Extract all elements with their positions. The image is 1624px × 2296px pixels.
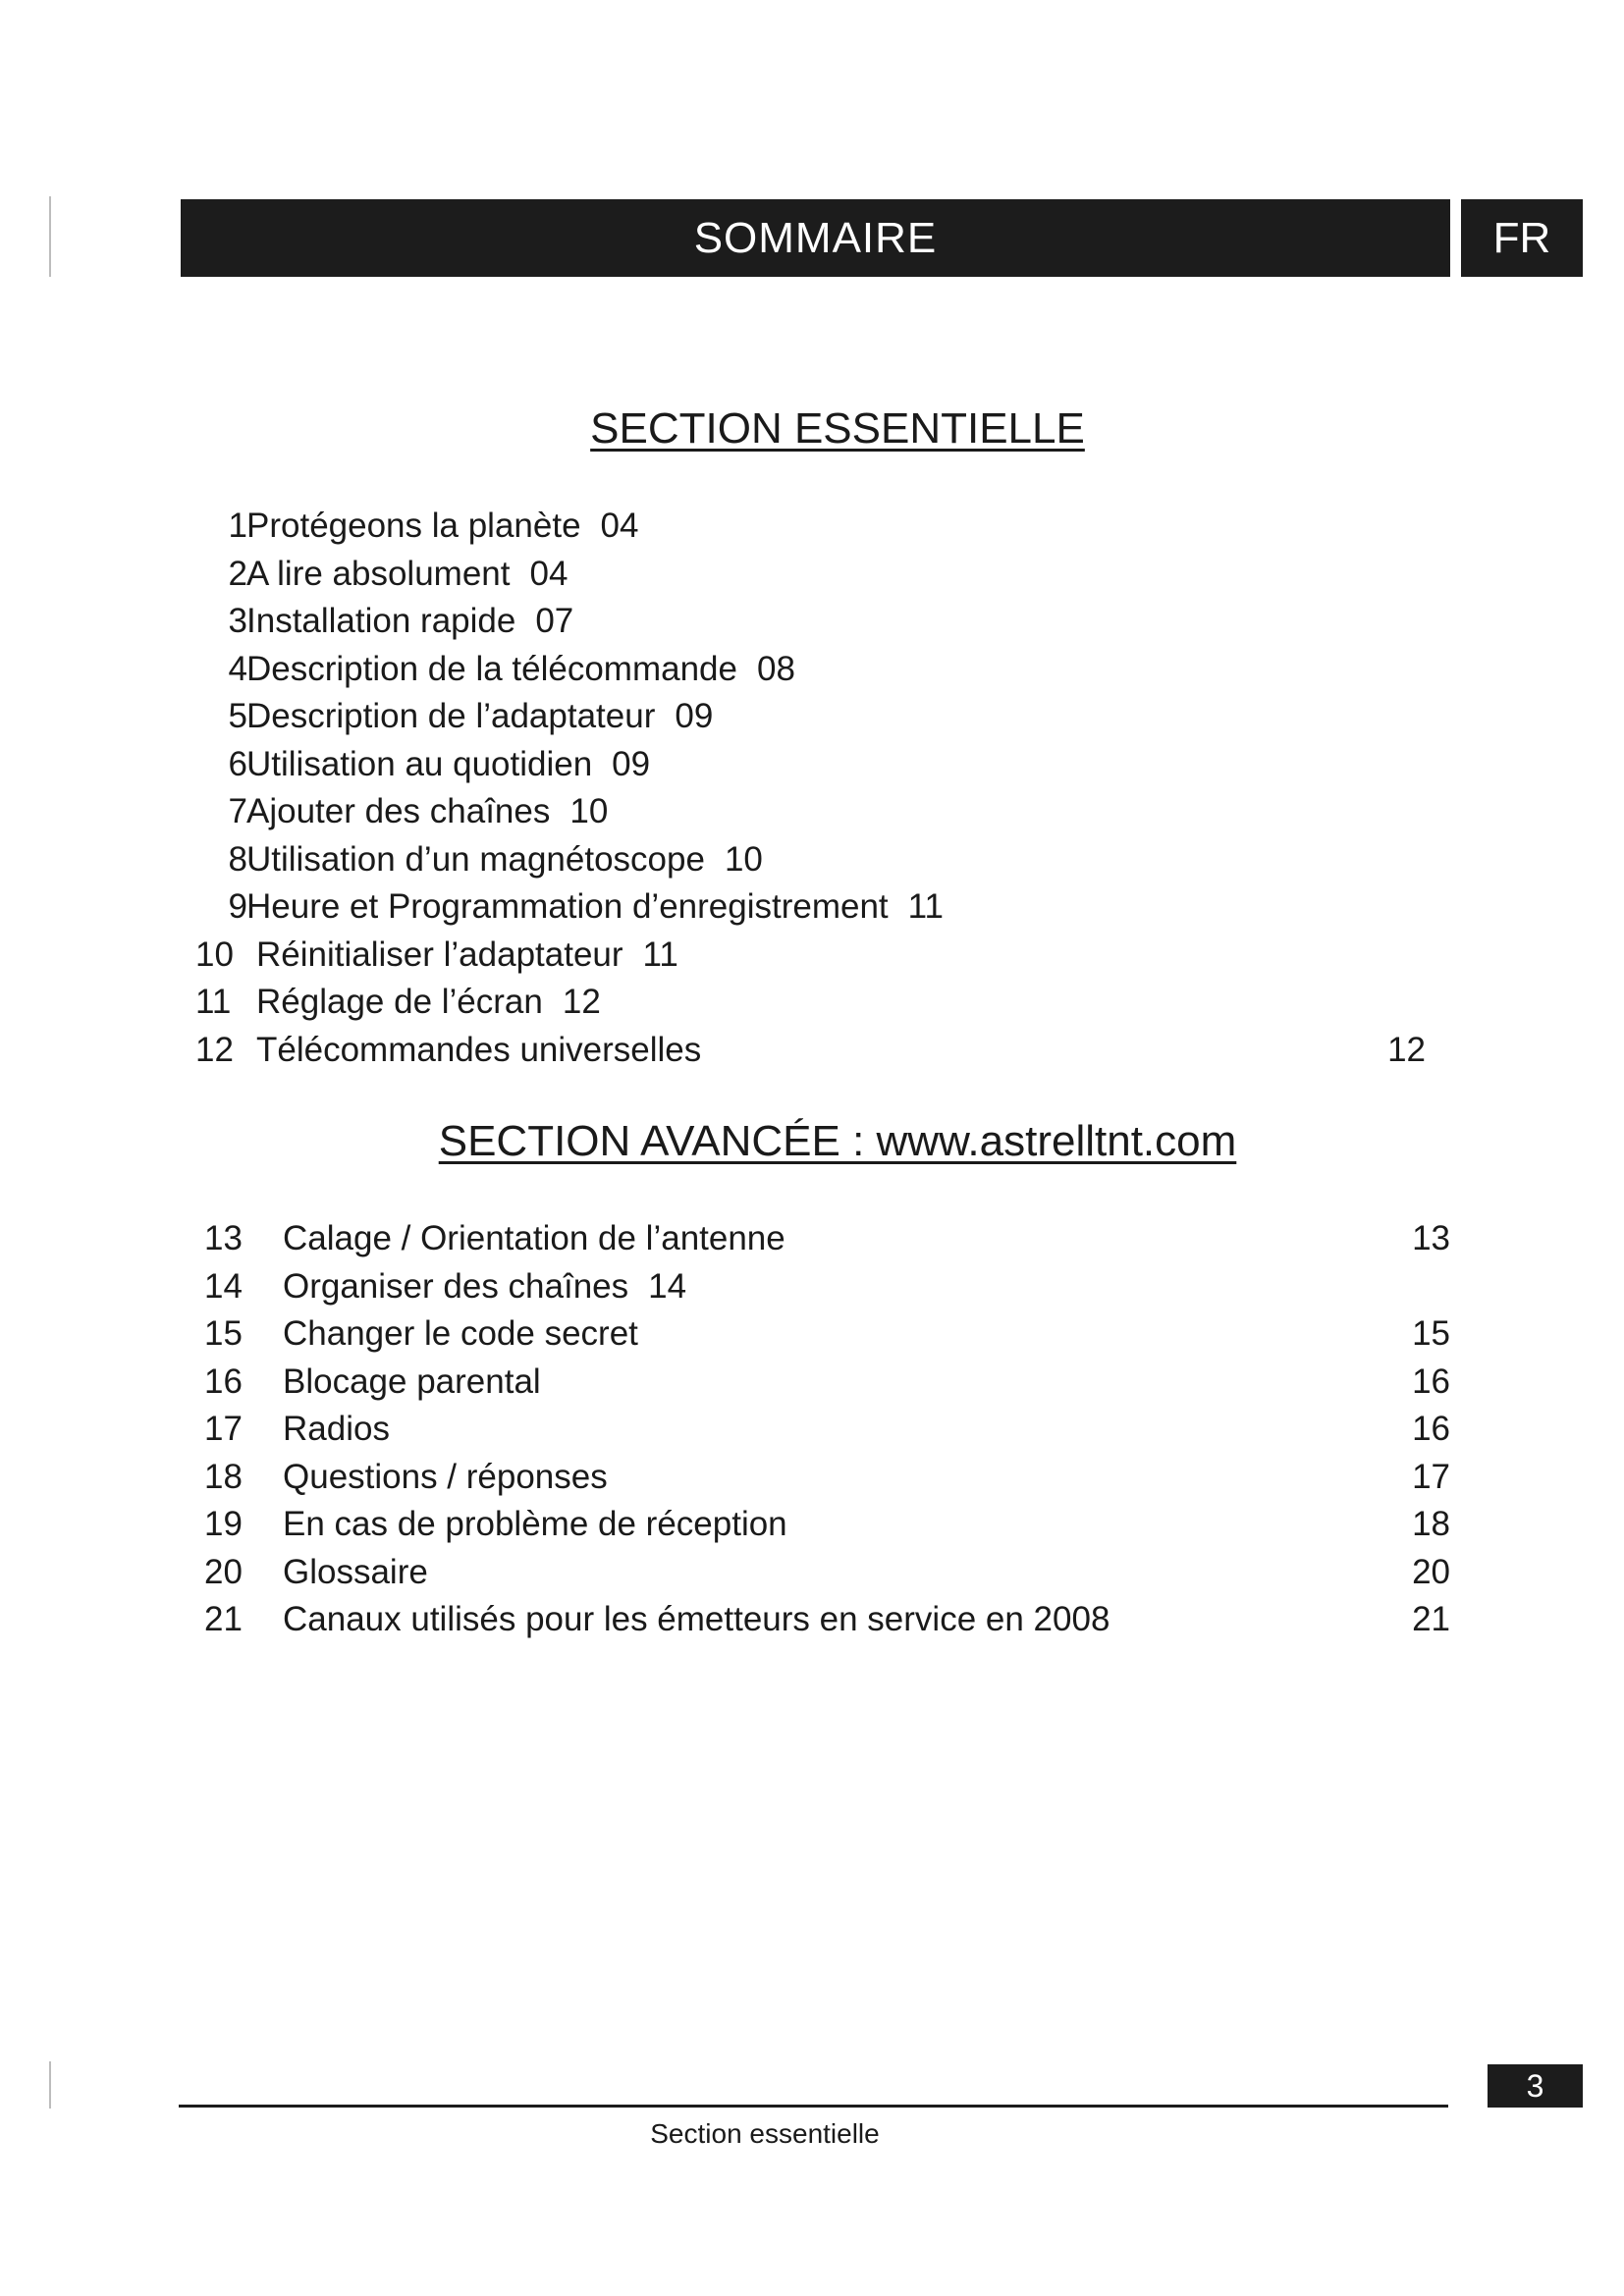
- toc-entry: [0, 503, 1624, 551]
- toc-entry-title: Calage / Orientation de l’antenne: [283, 1219, 785, 1257]
- advanced-toc-list: [0, 1215, 1624, 1644]
- toc-entry-number: 5: [228, 697, 247, 735]
- essential-section-heading: SECTION ESSENTIELLE: [590, 404, 1085, 453]
- toc-entry: [0, 551, 1624, 599]
- footer-rule: [179, 2105, 1448, 2108]
- toc-entry-page: 17: [1412, 1457, 1450, 1496]
- toc-entry-page: 12: [1387, 1030, 1426, 1069]
- toc-entry: [0, 1596, 1624, 1644]
- toc-entry-page: 10: [569, 792, 609, 830]
- toc-entry-number: 7: [228, 792, 247, 830]
- toc-entry-number: 2: [228, 554, 247, 593]
- toc-entry-title: Canaux utilisés pour les émetteurs en service en 2008: [283, 1600, 1110, 1638]
- toc-entry-page: 07: [535, 602, 574, 640]
- toc-entry-title: Description de la télécommande: [246, 649, 737, 688]
- toc-entry-number: 3: [228, 602, 247, 640]
- crop-mark-bottom: [49, 2061, 51, 2109]
- toc-entry: [0, 741, 1624, 789]
- toc-entry-page: 13: [1412, 1219, 1450, 1257]
- toc-entry-page: 18: [1412, 1505, 1450, 1543]
- toc-entry-number: 8: [228, 839, 247, 879]
- toc-entry-number: 15: [204, 1314, 243, 1353]
- page-title-bar: [181, 199, 1450, 277]
- toc-entry-title: Heure et Programmation d’enregistrement: [246, 887, 889, 926]
- toc-entry: [0, 646, 1624, 694]
- toc-entry-page: 14: [648, 1266, 687, 1306]
- toc-entry: [0, 883, 1624, 932]
- toc-entry-title: Utilisation au quotidien: [246, 744, 593, 783]
- toc-entry-title: Glossaire: [283, 1552, 428, 1591]
- toc-entry-title: Blocage parental: [283, 1362, 541, 1401]
- toc-entry: [0, 1454, 1624, 1502]
- essential-toc-list: [0, 503, 1624, 1074]
- toc-entry-page: 16: [1412, 1362, 1450, 1401]
- toc-entry-page: 08: [756, 649, 795, 688]
- toc-entry-page: 09: [675, 697, 714, 735]
- toc-entry-page: 09: [612, 744, 651, 783]
- toc-entry-title: Ajouter des chaînes: [246, 792, 551, 830]
- toc-entry: [0, 1359, 1624, 1407]
- toc-entry-title: A lire absolument: [246, 554, 511, 593]
- toc-entry-number: 6: [228, 744, 247, 783]
- page-number-badge: [1488, 2064, 1583, 2108]
- language-badge: [1461, 199, 1583, 277]
- toc-entry: [0, 1549, 1624, 1597]
- toc-entry-number: 12: [195, 1030, 234, 1069]
- page-number: 3: [1526, 2067, 1544, 2104]
- toc-entry: [0, 1263, 1624, 1311]
- toc-entry-page: 11: [642, 934, 678, 974]
- toc-entry-page: 04: [600, 507, 639, 545]
- toc-entry: [0, 1027, 1624, 1075]
- toc-entry-page: 15: [1412, 1314, 1450, 1353]
- toc-entry: [0, 932, 1624, 980]
- toc-entry-title: En cas de problème de réception: [283, 1505, 787, 1543]
- toc-entry-title: Utilisation d’un magnétoscope: [246, 839, 705, 879]
- toc-entry-number: 14: [204, 1266, 243, 1306]
- toc-entry-title: Questions / réponses: [283, 1457, 608, 1496]
- toc-entry-number: 20: [204, 1552, 243, 1591]
- toc-entry: [0, 598, 1624, 646]
- toc-entry-number: 10: [195, 934, 234, 974]
- crop-mark-top: [49, 196, 51, 277]
- toc-entry-number: 19: [204, 1505, 243, 1543]
- toc-entry-number: 16: [204, 1362, 243, 1401]
- toc-entry-page: 10: [724, 839, 763, 879]
- toc-entry-number: 21: [204, 1600, 243, 1638]
- toc-entry-title: Organiser des chaînes: [283, 1266, 629, 1306]
- toc-entry-page: 12: [562, 983, 601, 1021]
- toc-entry-number: 1: [228, 507, 247, 545]
- toc-entry: [0, 1406, 1624, 1454]
- toc-entry-page: 20: [1412, 1552, 1450, 1591]
- toc-entry-number: 4: [228, 649, 247, 688]
- toc-entry-number: 13: [204, 1219, 243, 1257]
- toc-entry-page: 16: [1412, 1410, 1450, 1448]
- toc-entry-title: Radios: [283, 1410, 390, 1448]
- toc-entry-number: 9: [228, 887, 247, 926]
- toc-entry-title: Télécommandes universelles: [256, 1030, 702, 1069]
- toc-entry-title: Réinitialiser l’adaptateur: [256, 934, 623, 974]
- toc-entry: [0, 1215, 1624, 1263]
- toc-entry: [0, 1501, 1624, 1549]
- toc-entry-page: 21: [1412, 1600, 1450, 1638]
- toc-entry: [0, 788, 1624, 836]
- advanced-section-heading: SECTION AVANCÉE : www.astrelltnt.com: [438, 1117, 1237, 1165]
- toc-entry-title: Changer le code secret: [283, 1314, 638, 1353]
- toc-entry-page: 04: [529, 554, 568, 593]
- toc-entry: [0, 836, 1624, 884]
- toc-entry-title: Protégeons la planète: [246, 507, 581, 545]
- toc-entry-title: Réglage de l’écran: [256, 983, 543, 1021]
- language-label: FR: [1492, 213, 1551, 262]
- toc-entry-title: Description de l’adaptateur: [246, 697, 656, 735]
- toc-entry-page: 11: [907, 887, 944, 926]
- toc-entry-number: 11: [195, 983, 232, 1021]
- toc-entry: [0, 693, 1624, 741]
- page-title: SOMMAIRE: [693, 213, 938, 262]
- toc-entry-number: 17: [204, 1410, 243, 1448]
- toc-entry: [0, 1310, 1624, 1359]
- toc-entry-number: 18: [204, 1457, 243, 1496]
- toc-entry: [0, 979, 1624, 1027]
- toc-entry-title: Installation rapide: [246, 602, 516, 640]
- footer-section-label: Section essentielle: [650, 2118, 880, 2149]
